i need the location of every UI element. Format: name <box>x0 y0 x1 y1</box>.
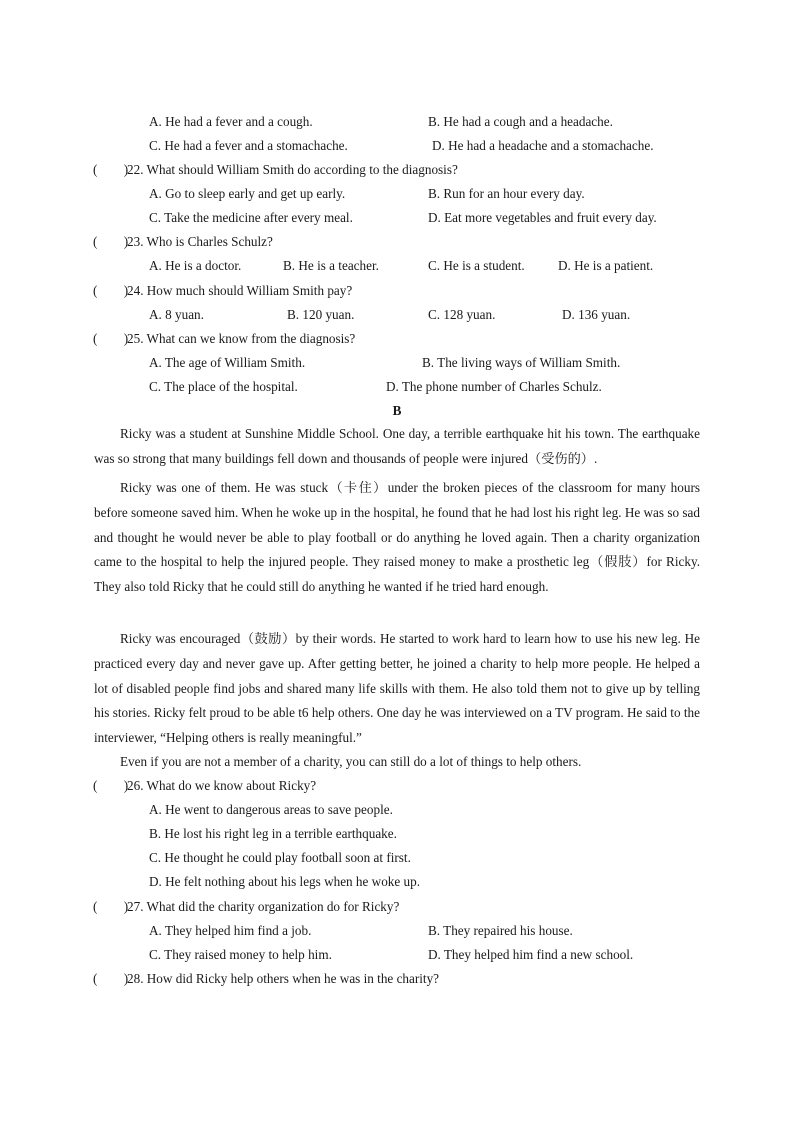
option-a: A. The age of William Smith. <box>149 355 306 370</box>
option-b: B. Run for an hour every day. <box>428 186 585 201</box>
passage-paragraph-2 <box>94 476 700 600</box>
passage-paragraph-1 <box>94 422 700 472</box>
option-a: A. Go to sleep early and get up early. <box>149 186 346 201</box>
option-b: B. They repaired his house. <box>428 923 573 938</box>
option-d: D. They helped him find a new school. <box>428 947 634 962</box>
passage-paragraph-4 <box>94 750 700 775</box>
option-c: C. He thought he could play football soon at first. <box>149 850 411 865</box>
q21-option-b: B. He had a cough and a headache. <box>428 114 613 129</box>
option-a: A. He went to dangerous areas to save people. <box>149 802 393 817</box>
answer-bracket[interactable]: ( ) <box>93 971 129 986</box>
option-a: A. He is a doctor. <box>149 258 242 273</box>
answer-bracket[interactable]: ( ) <box>93 283 129 298</box>
question-stem: 22. What should William Smith do according to the diagnosis? <box>127 162 458 177</box>
answer-bracket[interactable]: ( ) <box>93 778 129 793</box>
q21-option-c: C. He had a fever and a stomachache. <box>149 138 348 153</box>
q21-option-a: A. He had a fever and a cough. <box>149 114 313 129</box>
answer-bracket[interactable]: ( ) <box>93 331 129 346</box>
section-heading: B <box>392 403 402 418</box>
paragraph-text: Ricky was a student at Sunshine Middle School. One day, a terrible earthquake hit his town. The earthquake was so strong that many buildings fell down and thousands of people were injured（受伤的）. <box>94 426 700 466</box>
option-b: B. He is a teacher. <box>283 258 379 273</box>
paragraph-text: Ricky was encouraged（鼓励）by their words. He started to work hard to learn how to use his new leg. He practiced every day and never gave up. After getting better, he joined a charity to help more people. He helped a lot of disabled people find jobs and shared many life skills with them. He also told them not to give up by telling his stories. Ricky felt proud to be able t6 help others. One day he was interviewed on a TV program. He said to the interviewer, “Helping others is really meaningful.” <box>94 631 700 746</box>
answer-bracket[interactable]: ( ) <box>93 162 129 177</box>
option-b: B. 120 yuan. <box>287 307 355 322</box>
option-d: D. 136 yuan. <box>562 307 631 322</box>
option-c: C. The place of the hospital. <box>149 379 298 394</box>
paragraph-text: Ricky was one of them. He was stuck（卡住）under the broken pieces of the classroom for many hours before someone saved him. When he woke up in the hospital, he found that he had lost his right leg. He was so sad and thought he would never be able to play football or do anything he loved again. Then a charity organization came to the hospital to help the injured people. They raised money to make a prosthetic leg（假肢）for Ricky. They also told Ricky that he could still do anything he wanted if he tried hard enough. <box>94 480 700 595</box>
option-c: C. They raised money to help him. <box>149 947 332 962</box>
option-d: D. The phone number of Charles Schulz. <box>386 379 602 394</box>
option-a: A. They helped him find a job. <box>149 923 312 938</box>
answer-bracket[interactable]: ( ) <box>93 899 129 914</box>
option-b: B. He lost his right leg in a terrible earthquake. <box>149 826 397 841</box>
question-stem: 26. What do we know about Ricky? <box>127 778 317 793</box>
passage-paragraph-3 <box>94 627 700 751</box>
question-stem: 25. What can we know from the diagnosis? <box>127 331 356 346</box>
option-d: D. Eat more vegetables and fruit every day. <box>428 210 657 225</box>
question-stem: 24. How much should William Smith pay? <box>127 283 353 298</box>
option-c: C. Take the medicine after every meal. <box>149 210 353 225</box>
option-d: D. He is a patient. <box>558 258 654 273</box>
question-stem: 28. How did Ricky help others when he was in the charity? <box>127 971 440 986</box>
question-stem: 27. What did the charity organization do for Ricky? <box>127 899 400 914</box>
q21-option-d: D. He had a headache and a stomachache. <box>432 138 654 153</box>
question-stem: 23. Who is Charles Schulz? <box>127 234 273 249</box>
option-b: B. The living ways of William Smith. <box>422 355 621 370</box>
option-a: A. 8 yuan. <box>149 307 204 322</box>
option-d: D. He felt nothing about his legs when he woke up. <box>149 874 421 889</box>
option-c: C. He is a student. <box>428 258 525 273</box>
answer-bracket[interactable]: ( ) <box>93 234 129 249</box>
option-c: C. 128 yuan. <box>428 307 496 322</box>
paragraph-text: Even if you are not a member of a charity, you can still do a lot of things to help others. <box>120 754 582 769</box>
